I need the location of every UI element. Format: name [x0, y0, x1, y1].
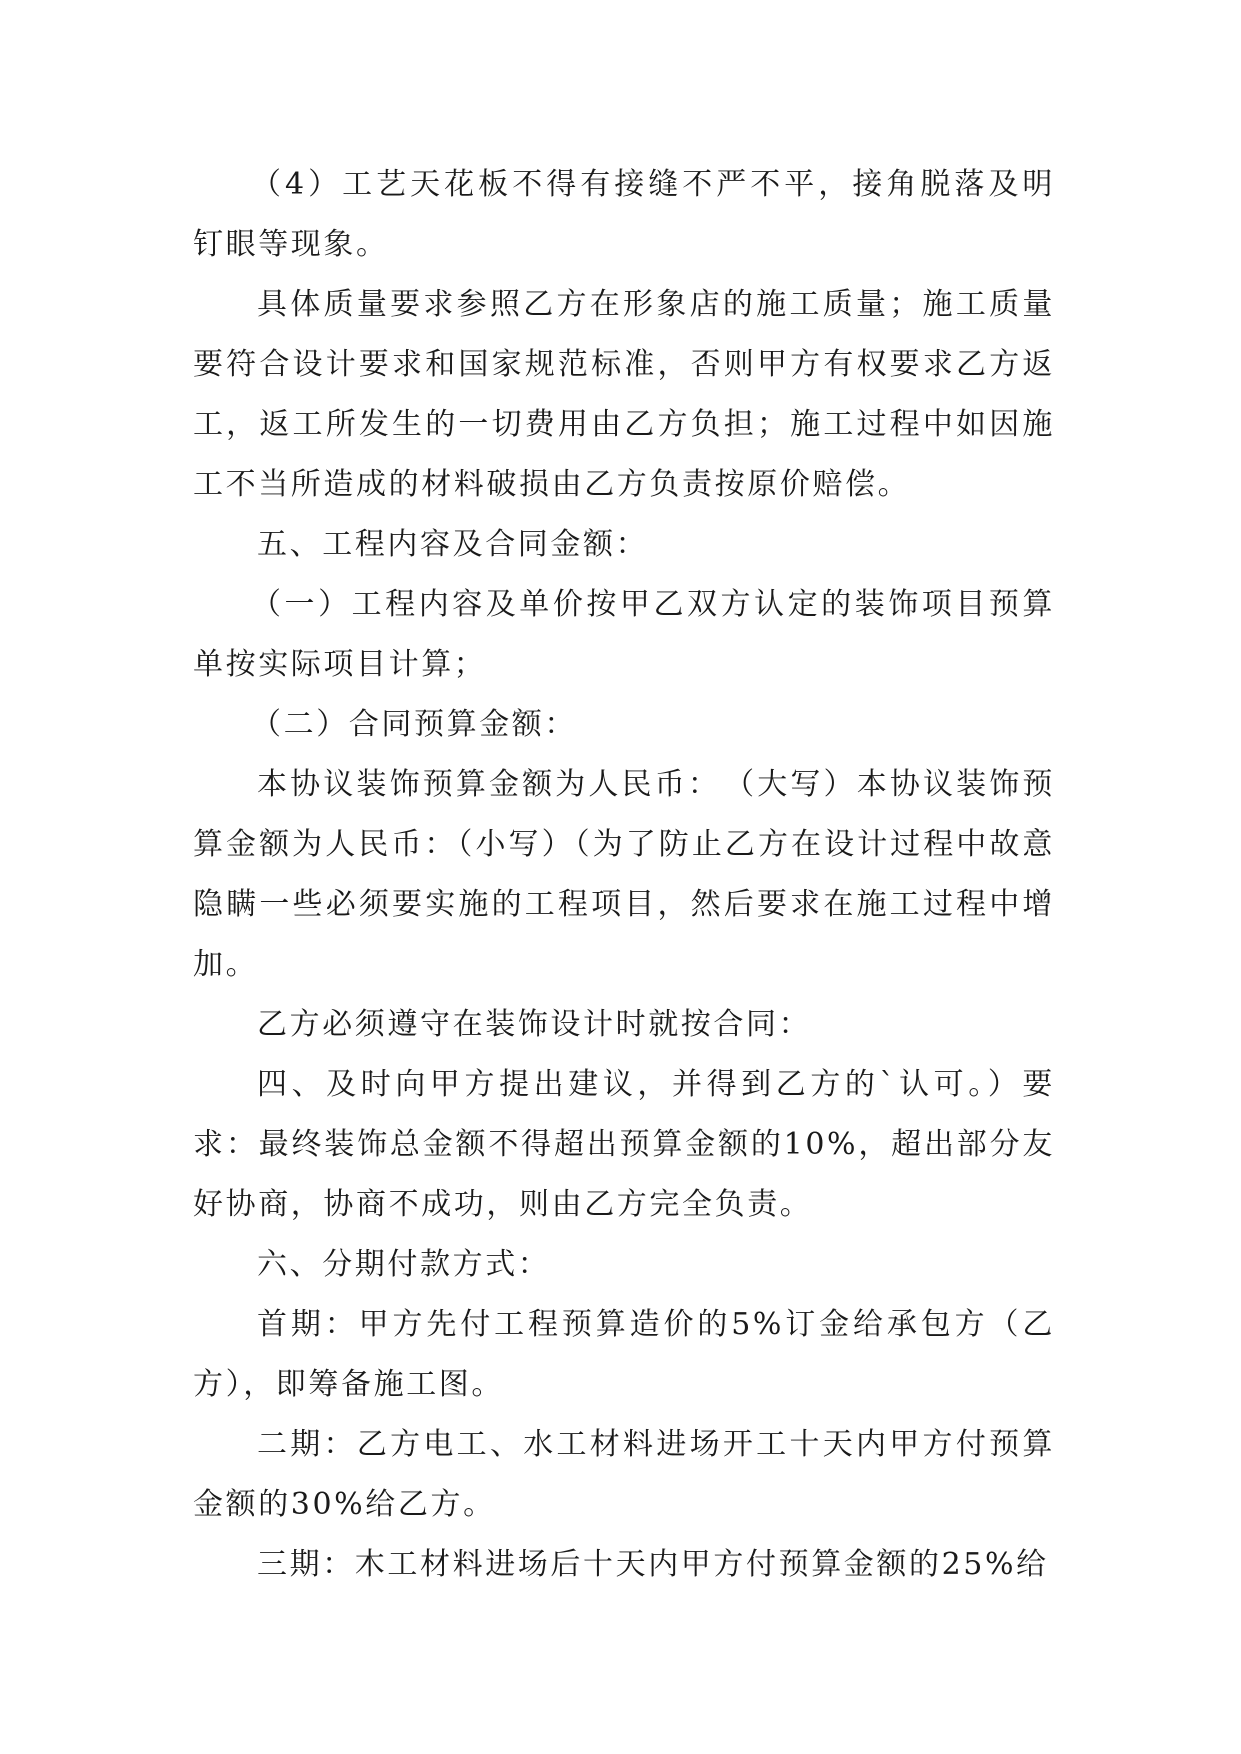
heading-section-six: 六、分期付款方式： [257, 1247, 551, 1282]
paragraph-contract-compliance: 乙方必须遵守在装饰设计时就按合同： [257, 1007, 812, 1042]
paragraph-item-two: （二）合同预算金额： [251, 707, 577, 742]
paragraph-item-one: （一）工程内容及单价按甲乙双方认定的装饰项目预算单按实际项目计算； [193, 587, 1055, 682]
paragraph-ceiling-requirement: （4）工艺天花板不得有接缝不严不平，接角脱落及明钉眼等现象。 [193, 167, 1055, 262]
paragraph-budget-amount: 本协议装饰预算金额为人民币： （大写）本协议装饰预算金额为人民币：（小写）（为了防止乙方在设计过程中故意隐瞒一些必须要实施的工程项目，然后要求在施工过程中增加。 [193, 767, 1055, 982]
paragraph-third-payment: 三期：木工材料进场后十天内甲方付预算金额的25%给 [257, 1547, 1049, 1582]
paragraph-second-payment: 二期：乙方电工、水工材料进场开工十天内甲方付预算金额的30%给乙方。 [193, 1427, 1055, 1522]
paragraph-first-payment: 首期：甲方先付工程预算造价的5%订金给承包方（乙方），即筹备施工图。 [193, 1307, 1055, 1402]
paragraph-section-four: 四、及时向甲方提出建议，并得到乙方的`认可。）要求：最终装饰总金额不得超出预算金额的10%，超出部分友好协商，协商不成功，则由乙方完全负责。 [193, 1067, 1055, 1222]
heading-section-five: 五、工程内容及合同金额： [257, 527, 649, 562]
document-body [193, 155, 1055, 1595]
paragraph-quality-requirements: 具体质量要求参照乙方在形象店的施工质量；施工质量要符合设计要求和国家规范标准，否则甲方有权要求乙方返工，返工所发生的一切费用由乙方负担；施工过程中如因施工不当所造成的材料破损由乙方负责按原价赔偿。 [193, 287, 1055, 502]
